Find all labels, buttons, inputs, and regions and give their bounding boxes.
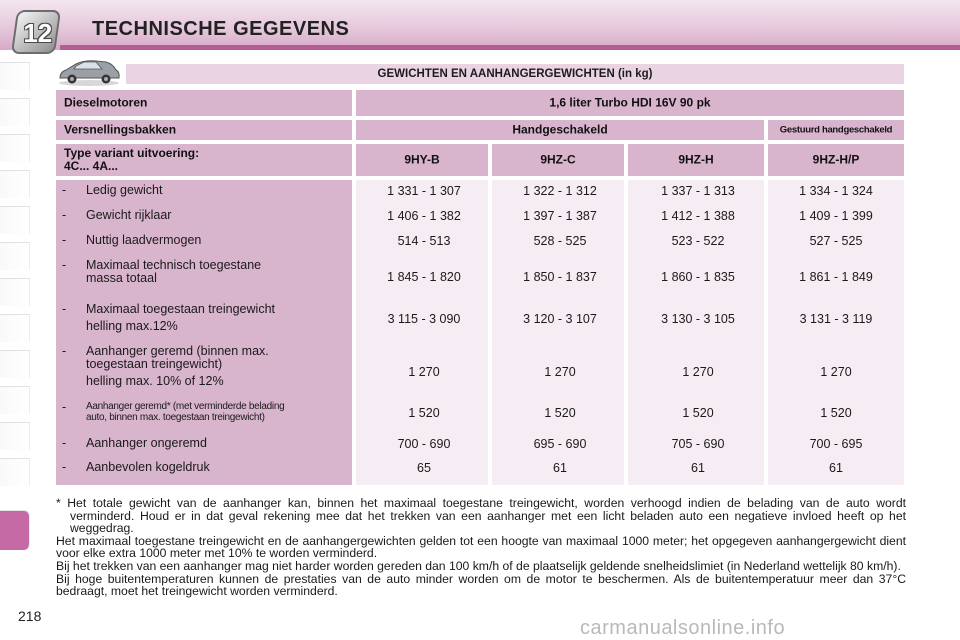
engine-value-cell xyxy=(356,90,904,116)
row-label-line: Maximaal toegestaan treingewicht xyxy=(86,302,275,316)
engine-row xyxy=(56,90,904,116)
row-label-text xyxy=(86,234,352,247)
variant-label-cell xyxy=(56,144,352,176)
chapter-tab[interactable] xyxy=(0,422,30,450)
variant-header-label: 9HZ-H xyxy=(678,152,714,167)
row-label-line: Aanhanger ongeremd xyxy=(86,436,207,450)
row-value: 514 - 513 xyxy=(397,234,451,248)
gearbox-auto: Gestuurd handgeschakeld xyxy=(779,124,893,136)
variant-label-line2: 4C... 4A... xyxy=(64,159,119,173)
row-value: 3 115 - 3 090 xyxy=(387,312,461,326)
gearbox-manual-cell xyxy=(356,120,764,140)
gearbox-manual: Handgeschakeld xyxy=(512,122,608,137)
row-label-text xyxy=(86,345,352,388)
gearbox-label-cell xyxy=(56,120,352,140)
chapter-tab-active[interactable] xyxy=(0,510,30,550)
row-label-line: toegestaan treingewicht) xyxy=(86,357,223,371)
row-dash: - xyxy=(62,302,67,316)
variant-header-label: 9HZ-C xyxy=(540,152,576,167)
row-value: 1 520 xyxy=(682,406,714,420)
row-value: 61 xyxy=(553,461,567,475)
footnote-temperature: Bij hoge buitentemperaturen kunnen de prestaties van de auto minder worden om de motor te beschermen. Als de buitentemperatuur meer dan 37°C bedraagt, moet het treingewicht worden verminderd. xyxy=(56,571,906,599)
section-title: GEWICHTEN EN AANHANGERGEWICHTEN (in kg) xyxy=(126,64,904,84)
row-value: 1 860 - 1 835 xyxy=(661,270,735,284)
row-label-line: Aanhanger geremd* (met verminderde belading xyxy=(86,401,285,412)
variant-header xyxy=(628,144,764,176)
chapter-number: 12 xyxy=(23,18,53,48)
car-icon xyxy=(56,58,122,86)
row-label-text xyxy=(86,461,352,474)
row-dash: - xyxy=(62,436,67,450)
row-value: 705 - 690 xyxy=(671,437,725,451)
header-accent-line xyxy=(60,45,960,50)
variant-header-label: 9HY-B xyxy=(404,152,440,167)
row-value: 700 - 695 xyxy=(809,437,863,451)
chapter-tab[interactable] xyxy=(0,386,30,414)
row-value: 1 845 - 1 820 xyxy=(387,270,461,284)
row-label-line: helling max.12% xyxy=(86,319,178,333)
row-value: 1 850 - 1 837 xyxy=(523,270,597,284)
chapter-tab[interactable] xyxy=(0,170,30,198)
variant-header xyxy=(492,144,624,176)
row-label-line: Aanhanger geremd (binnen max. xyxy=(86,344,269,358)
chapter-tab[interactable] xyxy=(0,350,30,378)
row-label-line: Ledig gewicht xyxy=(86,183,163,197)
chapter-tab[interactable] xyxy=(0,206,30,234)
page-number: 218 xyxy=(18,608,42,624)
row-value: 695 - 690 xyxy=(533,437,587,451)
row-value: 61 xyxy=(829,461,843,475)
row-label-line: Gewicht rijklaar xyxy=(86,208,172,222)
row-dash: - xyxy=(62,400,67,414)
row-value: 3 131 - 3 119 xyxy=(799,312,873,326)
row-value: 1 412 - 1 388 xyxy=(661,209,735,223)
row-label-text xyxy=(86,259,352,285)
row-label-line: Maximaal technisch toegestane xyxy=(86,258,262,272)
footnote-speed: Bij het trekken van een aanhanger mag niet harder worden gereden dan 100 km/h of de plaatselijk geldende snelheidslimiet (in Nederland wettelijk 80 km/h). xyxy=(56,558,901,573)
row-value: 1 397 - 1 387 xyxy=(523,209,597,223)
row-value: 1 861 - 1 849 xyxy=(799,270,873,284)
chapter-tab[interactable] xyxy=(0,458,30,486)
row-value: 700 - 690 xyxy=(397,437,451,451)
row-value: 1 520 xyxy=(820,406,852,420)
row-label-text xyxy=(86,437,352,450)
gearbox-row xyxy=(56,120,904,140)
gearbox-label: Versnellingsbakken xyxy=(64,122,177,137)
row-value: 523 - 522 xyxy=(671,234,725,248)
row-dash: - xyxy=(62,344,67,358)
row-value: 1 270 xyxy=(820,365,852,379)
row-label-line: auto, binnen max. toegestaan treingewicht) xyxy=(86,412,265,423)
chapter-tab[interactable] xyxy=(0,242,30,270)
footnotes xyxy=(56,497,906,598)
chapter-tab[interactable] xyxy=(0,98,30,126)
variant-label xyxy=(64,147,348,173)
variant-row xyxy=(56,144,904,176)
row-dash: - xyxy=(62,208,67,222)
variant-label-line1: Type variant uitvoering: xyxy=(64,146,200,160)
row-label-text xyxy=(86,184,352,197)
chapter-tabs xyxy=(0,62,30,582)
row-value: 1 409 - 1 399 xyxy=(799,209,873,223)
variant-header xyxy=(356,144,488,176)
row-value: 1 334 - 1 324 xyxy=(799,184,873,198)
chapter-badge xyxy=(11,10,61,54)
row-value: 1 270 xyxy=(408,365,440,379)
engine-label: Dieselmotoren xyxy=(64,95,148,110)
row-label-line: massa totaal xyxy=(86,271,157,285)
chapter-tab[interactable] xyxy=(0,278,30,306)
variant-header-label: 9HZ-H/P xyxy=(812,152,860,167)
row-value: 1 270 xyxy=(682,365,714,379)
row-value: 1 322 - 1 312 xyxy=(523,184,597,198)
row-label-line: Aanbevolen kogeldruk xyxy=(86,460,210,474)
page-title: TECHNISCHE GEGEVENS xyxy=(92,18,350,40)
row-value: 528 - 525 xyxy=(533,234,587,248)
row-label-line: Nuttig laadvermogen xyxy=(86,233,202,247)
engine-value: 1,6 liter Turbo HDI 16V 90 pk xyxy=(549,95,711,110)
row-value: 1 270 xyxy=(544,365,576,379)
row-value: 1 520 xyxy=(544,406,576,420)
row-label-line: helling max. 10% of 12% xyxy=(86,374,224,388)
watermark: carmanualsonline.info xyxy=(580,617,786,639)
row-dash: - xyxy=(62,233,67,247)
row-dash: - xyxy=(62,183,67,197)
chapter-tab[interactable] xyxy=(0,62,30,90)
variant-header xyxy=(768,144,904,176)
row-value: 65 xyxy=(417,461,431,475)
row-dash: - xyxy=(62,460,67,474)
row-value: 1 520 xyxy=(408,406,440,420)
row-label-text xyxy=(86,209,352,222)
gearbox-auto-cell xyxy=(768,120,904,140)
row-value: 61 xyxy=(691,461,705,475)
row-dash: - xyxy=(62,258,67,272)
row-value: 1 337 - 1 313 xyxy=(661,184,735,198)
chapter-tab[interactable] xyxy=(0,314,30,342)
chapter-tab[interactable] xyxy=(0,134,30,162)
engine-label-cell xyxy=(56,90,352,116)
row-value: 1 406 - 1 382 xyxy=(387,209,461,223)
row-value: 3 120 - 3 107 xyxy=(523,312,597,326)
row-label-text xyxy=(86,401,352,423)
row-value: 1 331 - 1 307 xyxy=(387,184,461,198)
row-label-text xyxy=(86,303,352,333)
footnote-altitude: Het maximaal toegestane treingewicht en de aanhangergewichten gelden tot een hoogte van maximaal 1000 meter; het opgegeven aanhangergewicht dient voor elke extra 1000 meter met 10% te worden verminderd. xyxy=(56,533,906,561)
row-value: 3 130 - 3 105 xyxy=(661,312,735,326)
footnote-asterisk: * Het totale gewicht van de aanhanger kan, binnen het maximaal toegestane treingewicht, worden verhoogd indien de belading van de auto wordt verminderd. Houd er in dat geval rekening mee dat het trekken van een aanhanger met een licht beladen auto een negatieve invloed heeft op het weggedrag. xyxy=(56,496,906,536)
row-value: 527 - 525 xyxy=(809,234,863,248)
